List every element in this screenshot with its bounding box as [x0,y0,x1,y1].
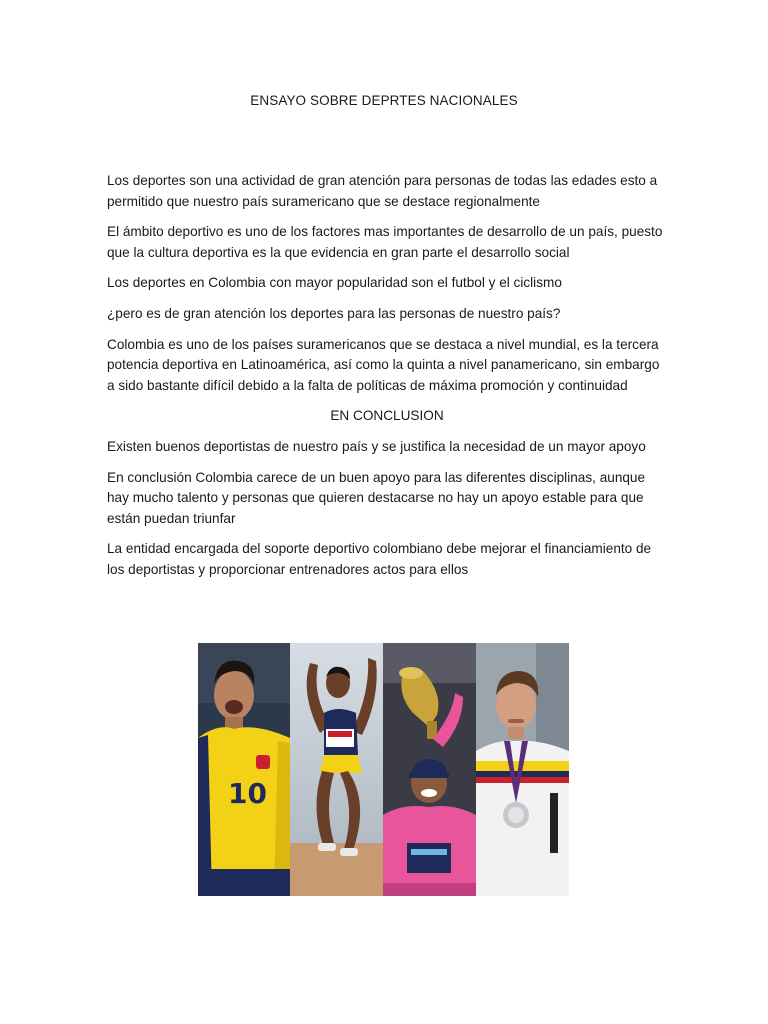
conclusion-heading: EN CONCLUSION [330,408,444,424]
footballer-photo [198,643,290,896]
essay-body [107,171,667,591]
athletes-photo-collage [198,643,569,896]
paragraph: Existen buenos deportistas de nuestro país y se justifica la necesidad de un mayor apoyo [107,438,646,454]
medalist-photo [476,643,569,896]
jumper-photo [290,643,383,896]
paragraph: El ámbito deportivo es uno de los factores mas importantes de desarrollo de un país, puesto que la cultura deportiva es la que evidencia en gran parte el desarrollo social [107,224,663,260]
paragraph: La entidad encargada del soporte deportivo colombiano debe mejorar el financiamiento de los deportistas y proporcionar entrenadores actos para ellos [107,541,652,577]
paragraph: Colombia es uno de los países suramericanos que se destaca a nivel mundial, es la tercera potencia deportiva en Latinoamérica, así como la quinta a nivel panamericano, sin embargo a sido bastante difícil debido a la falta de políticas de máxima promoción y continuidad [107,336,660,393]
paragraph: Los deportes en Colombia con mayor popularidad son el futbol y el ciclismo [107,275,562,291]
paragraph: En conclusión Colombia carece de un buen apoyo para las diferentes disciplinas, aunque hay mucho talento y personas que quieren destacarse no hay un apoyo estable para que están puedan triunfar [107,469,646,526]
paragraph: ¿pero es de gran atención los deportes para las personas de nuestro país? [107,305,561,321]
jersey-number: 10 [228,777,267,810]
paragraph: Los deportes son una actividad de gran atención para personas de todas las edades esto a permitido que nuestro país suramericano que se destace regionalmente [107,173,658,209]
cyclist-trophy-photo [383,643,476,896]
essay-title: ENSAYO SOBRE DEPRTES NACIONALES [250,93,518,108]
